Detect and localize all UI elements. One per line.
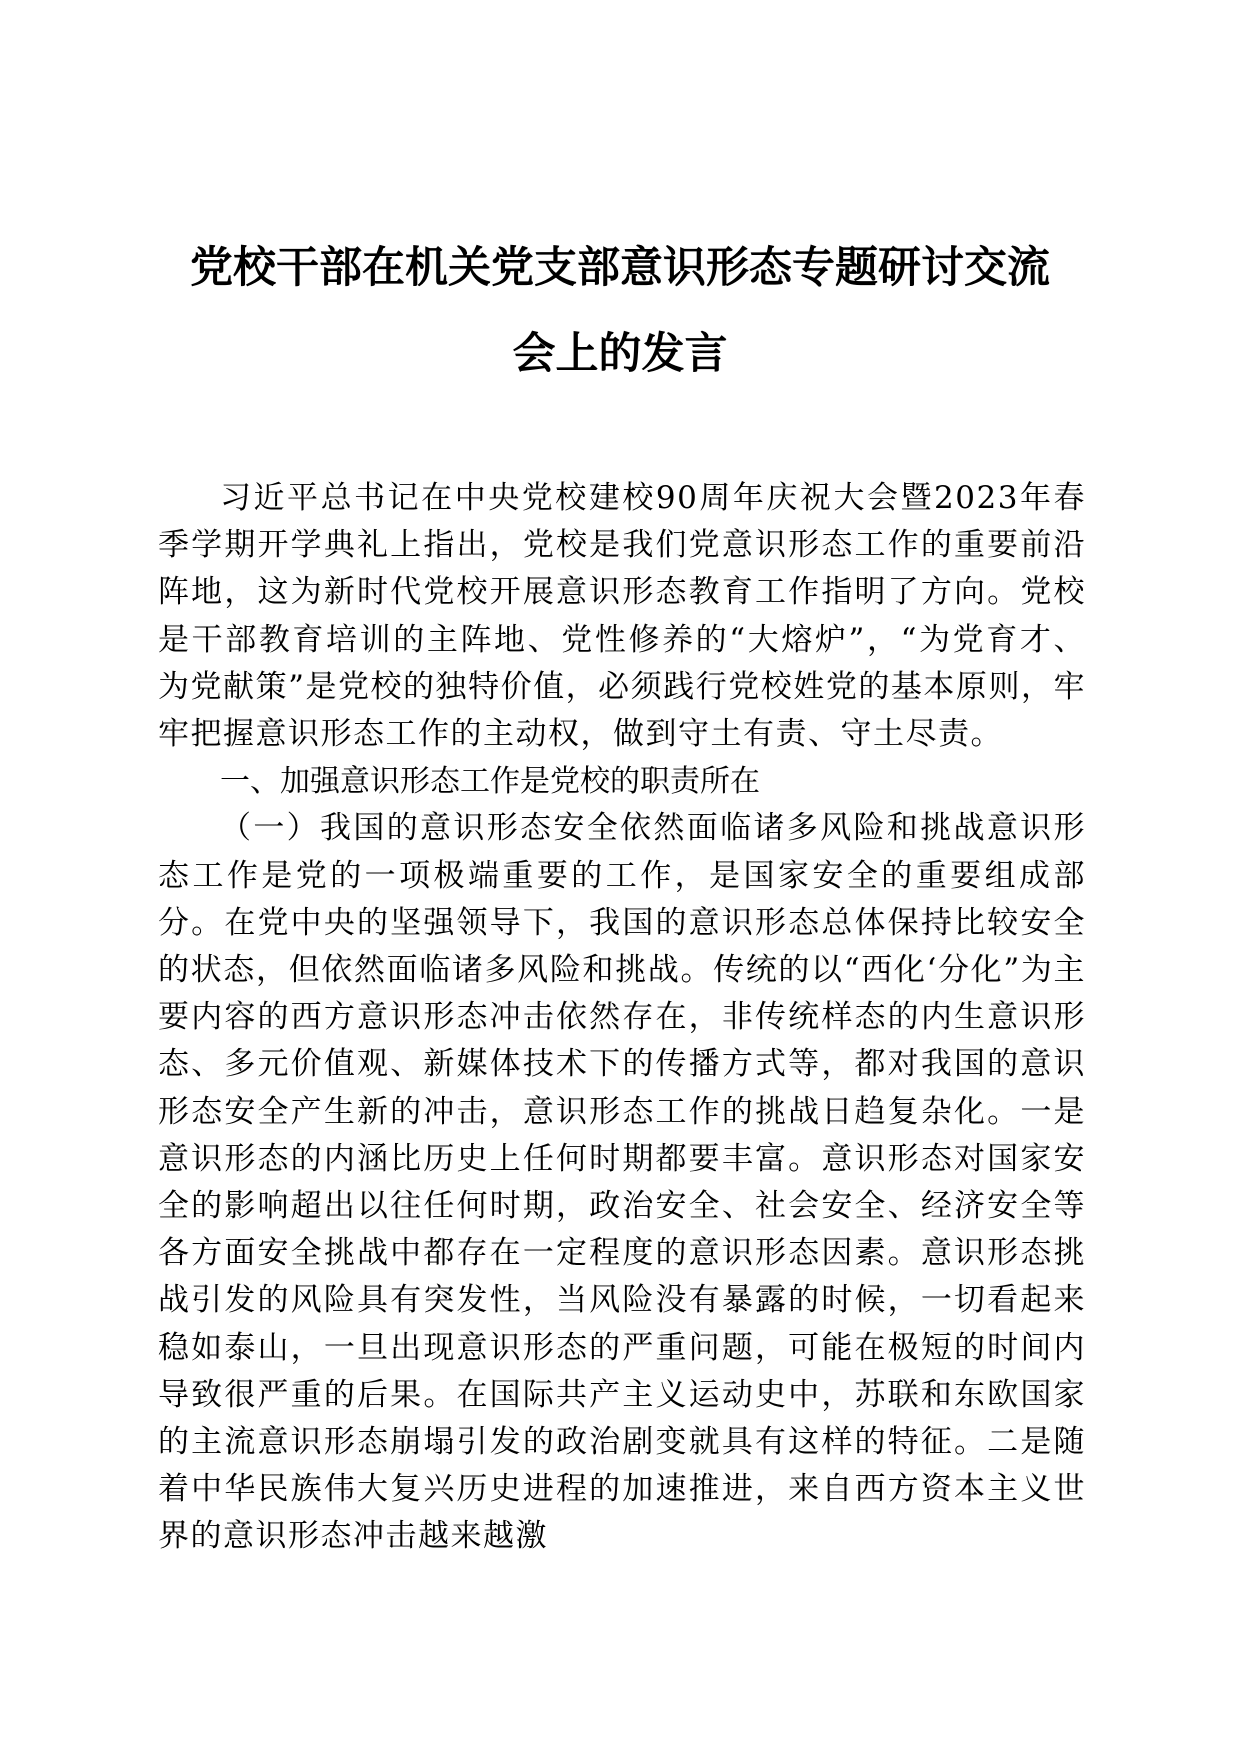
title-line-2: 会上的发言	[512, 329, 728, 379]
intro-paragraph: 习近平总书记在中央党校建校90周年庆祝大会暨2023年春季学期开学典礼上指出，党校是我们党意识形态工作的重要前沿阵地，这为新时代党校开展意识形态教育工作指明了方向。党校是干部教育培训的主阵地、党性修养的“大熔炉”，“为党育才、为党献策”是党校的独特价值，必须践行党校姓党的基本原则，牢牢把握意识形态工作的主动权，做到守土有责、守土尽责。	[158, 480, 1086, 753]
document-title	[155, 225, 1085, 397]
body-paragraph: （一）我国的意识形态安全依然面临诸多风险和挑战意识形态工作是党的一项极端重要的工作，是国家安全的重要组成部分。在党中央的坚强领导下，我国的意识形态总体保持比较安全的状态，但依然面临诸多风险和挑战。传统的以“西化‘分化”为主要内容的西方意识形态冲击依然存在，非传统样态的内生意识形态、多元价值观、新媒体技术下的传播方式等，都对我国的意识形态安全产生新的冲击，意识形态工作的挑战日趋复杂化。一是意识形态的内涵比历史上任何时期都要丰富。意识形态对国家安全的影响超出以往任何时期，政治安全、社会安全、经济安全等各方面安全挑战中都存在一定程度的意识形态因素。意识形态挑战引发的风险具有突发性，当风险没有暴露的时候，一切看起来稳如泰山，一旦出现意识形态的严重问题，可能在极短的时间内导致很严重的后果。在国际共产主义运动史中，苏联和东欧国家的主流意识形态崩塌引发的政治剧变就具有这样的特征。二是随着中华民族伟大复兴历史进程的加速推进，来自西方资本主义世界的意识形态冲击越来越激	[158, 810, 1086, 1555]
title-line-1: 党校干部在机关党支部意识形态专题研讨交流	[190, 243, 1050, 293]
document-body	[158, 475, 1086, 1561]
section-heading: 一、加强意识形态工作是党校的职责所在	[220, 764, 760, 800]
